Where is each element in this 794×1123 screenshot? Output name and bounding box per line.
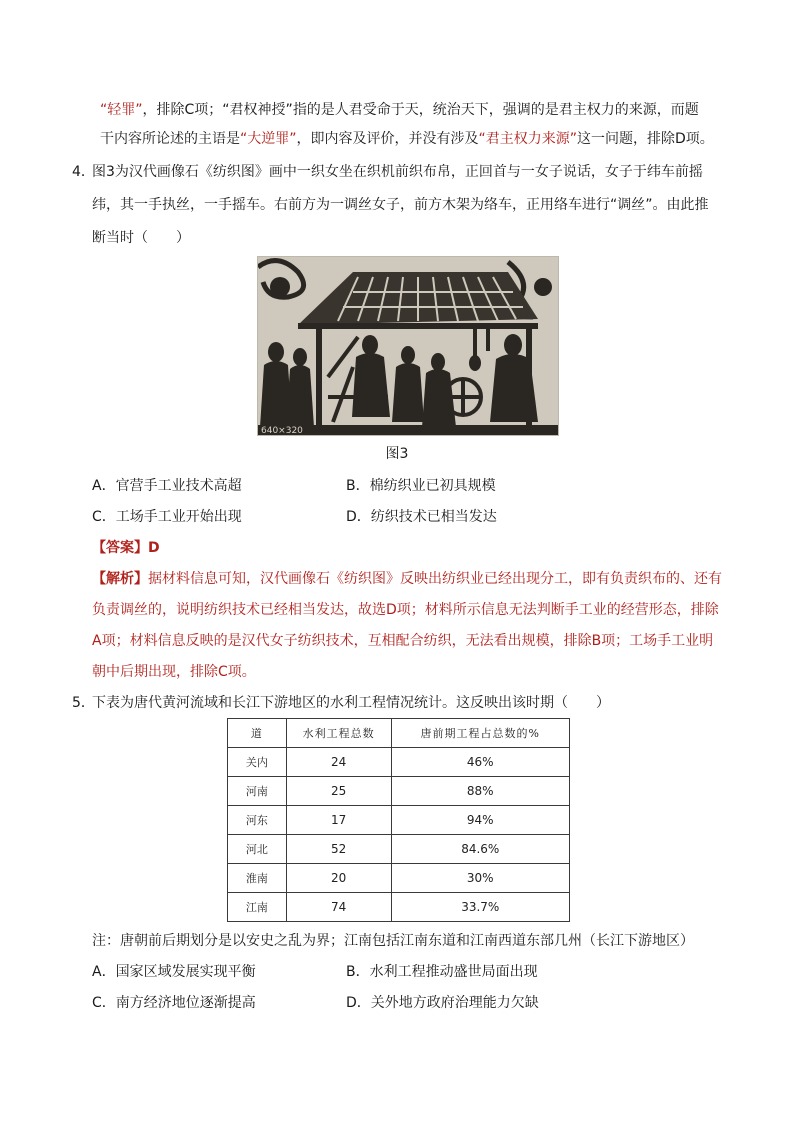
weaving-relief-image xyxy=(257,256,559,436)
table-row xyxy=(228,806,570,835)
table-cell-region: 河北 xyxy=(228,835,287,864)
q3-text: 指的是人君受命于天，统治天下，强调的是君主权力的来源，而题 xyxy=(292,102,699,118)
table-cell-percent: 46% xyxy=(391,748,570,777)
q4-number: 4． xyxy=(72,164,95,180)
table-row xyxy=(228,864,570,893)
q5-number: 5． xyxy=(72,695,95,711)
table-cell-region: 淮南 xyxy=(228,864,287,893)
q4-stem-line-3: 断当时（ ） xyxy=(92,230,190,246)
answer-label: 【答案】 xyxy=(92,540,148,556)
q5-stem: 下表为唐代黄河流域和长江下游地区的水利工程情况统计。这反映出该时期（ ） xyxy=(92,695,610,711)
q4-option-c: C．工场手工业开始出现 xyxy=(92,509,242,525)
q4-analysis-line-2: 负责调丝的，说明纺织技术已经相当发达，故选D项；材料所示信息无法判断手工业的经营形态，排除 xyxy=(92,602,719,618)
table-header-cell: 道 xyxy=(228,719,287,748)
image-watermark: 640×320 xyxy=(261,426,303,435)
table-row xyxy=(228,748,570,777)
table-cell-region: 河东 xyxy=(228,806,287,835)
table-cell-percent: 30% xyxy=(391,864,570,893)
table-header-cell: 水利工程总数 xyxy=(286,719,391,748)
table-cell-count: 17 xyxy=(286,806,391,835)
table-cell-count: 52 xyxy=(286,835,391,864)
table-cell-count: 74 xyxy=(286,893,391,922)
q5-option-b: B．水利工程推动盛世局面出现 xyxy=(346,964,538,980)
q3-text: ，排除C项； xyxy=(142,102,223,118)
q4-analysis-line-3: A项；材料信息反映的是汉代女子纺织技术，互相配合纺织，无法看出规模，排除B项；工场手工业明 xyxy=(92,633,714,649)
table-cell-percent: 88% xyxy=(391,777,570,806)
table-row xyxy=(228,835,570,864)
table-cell-percent: 84.6% xyxy=(391,835,570,864)
analysis-text: 据材料信息可知，汉代画像石《纺织图》反映出纺织业已经出现分工，即有负责织布的、还有 xyxy=(148,571,722,587)
q4-analysis-line-4: 朝中后期出现，排除C项。 xyxy=(92,664,256,680)
q3-analysis-line-2 xyxy=(100,129,714,149)
table-cell-count: 25 xyxy=(286,777,391,806)
q4-stem-line-1: 图3为汉代画像石《纺织图》画中一织女坐在织机前织布帛，正回首与一女子说话，女子于纬车前摇 xyxy=(92,164,703,180)
q3-quote-power-source: “君主权力来源” xyxy=(478,131,578,147)
q4-stem-line-2: 纬，其一手执丝，一手摇车。右前方为一调丝女子，前方木架为络车，正用络车进行“调丝”。由此推 xyxy=(92,197,709,213)
table-cell-percent: 33.7% xyxy=(391,893,570,922)
q4-analysis-line-1 xyxy=(92,569,722,589)
table-row xyxy=(228,777,570,806)
q3-analysis-line-1 xyxy=(100,100,699,120)
q5-note: 注：唐朝前后期划分是以安史之乱为界；江南包括江南东道和江南西道东部几州（长江下游地区） xyxy=(92,933,694,949)
answer-value: D xyxy=(148,540,160,556)
irrigation-table xyxy=(227,718,570,922)
q3-text: ，即内容及评价，并没有涉及 xyxy=(296,131,479,147)
table-cell-percent: 94% xyxy=(391,806,570,835)
q4-option-a: A．官营手工业技术高超 xyxy=(92,478,242,494)
q3-text: 干内容所论述的主语是 xyxy=(100,131,240,147)
figure-caption: 图3 xyxy=(385,446,409,462)
table-header-cell: 唐前期工程占总数的% xyxy=(391,719,570,748)
q5-option-c: C．南方经济地位逐渐提高 xyxy=(92,995,256,1011)
table-cell-region: 关内 xyxy=(228,748,287,777)
table-cell-count: 24 xyxy=(286,748,391,777)
q3-text: 这一问题，排除D项。 xyxy=(577,131,714,147)
table-cell-region: 江南 xyxy=(228,893,287,922)
weaving-relief-illustration xyxy=(258,257,558,435)
q4-option-d: D．纺织技术已相当发达 xyxy=(346,509,497,525)
table-cell-region: 河南 xyxy=(228,777,287,806)
table-header-row xyxy=(228,719,570,748)
analysis-label: 【解析】 xyxy=(92,571,148,587)
table-row xyxy=(228,893,570,922)
q5-option-a: A．国家区域发展实现平衡 xyxy=(92,964,256,980)
q3-quote-light-crime: “轻罪” xyxy=(100,102,143,118)
q3-quote-great-treason: “大逆罪” xyxy=(240,131,297,147)
q3-quote-divine-right: “君权神授” xyxy=(222,102,293,118)
q5-option-d: D．关外地方政府治理能力欠缺 xyxy=(346,995,539,1011)
q4-answer xyxy=(92,538,160,558)
q4-option-b: B．棉纺织业已初具规模 xyxy=(346,478,496,494)
table-cell-count: 20 xyxy=(286,864,391,893)
